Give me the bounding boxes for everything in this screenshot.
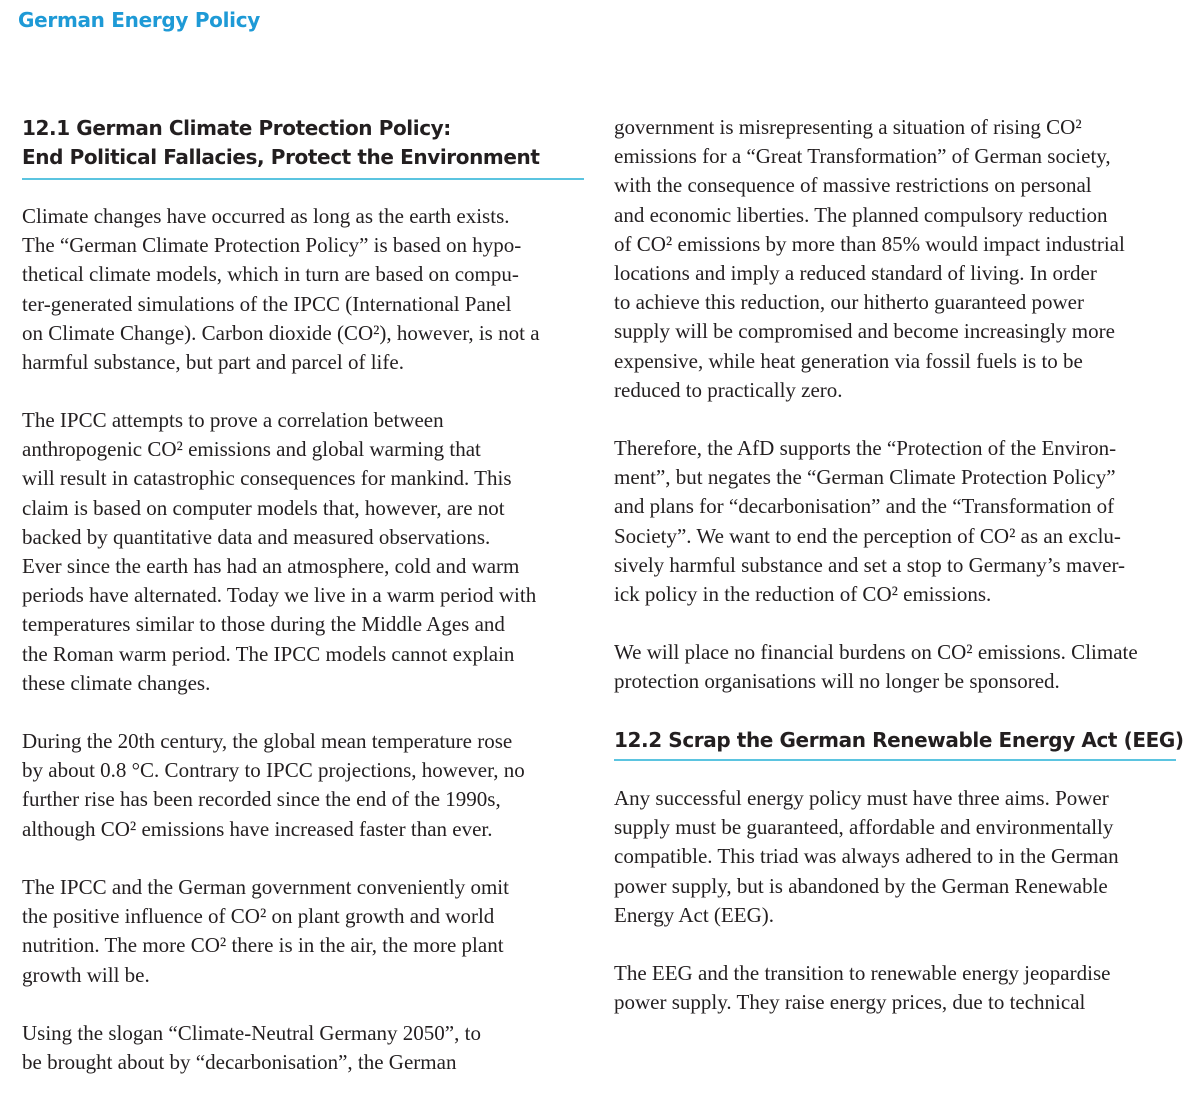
text-line: anthropogenic CO² emissions and global warming that [22, 437, 481, 462]
text-line: compatible. This triad was always adhered to in the German [614, 844, 1119, 869]
text-line: harmful substance, but part and parcel of life. [22, 350, 404, 375]
text-line: We will place no financial burdens on CO² emissions. Climate [614, 640, 1138, 664]
paragraph [614, 784, 1176, 930]
text-line: further rise has been recorded since the end of the 1990s, [22, 787, 501, 812]
text-line: the positive influence of CO² on plant growth and world [22, 904, 495, 929]
text-line: power supply. They raise energy prices, due to technical [614, 990, 1086, 1015]
text-line: to achieve this reduction, our hitherto guaranteed power [614, 290, 1084, 315]
text-line: Any successful energy policy must have three aims. Power [614, 786, 1109, 810]
paragraph [614, 638, 1176, 696]
text-line: Society”. We want to end the perception of CO² as an exclu- [614, 523, 1121, 548]
text-line: backed by quantitative data and measured observations. [22, 524, 491, 549]
paragraph [22, 727, 584, 844]
text-line: The “German Climate Protection Policy” is based on hypo- [22, 233, 522, 258]
paragraph [614, 959, 1176, 1017]
text-line: and economic liberties. The planned compulsory reduction [614, 202, 1108, 227]
text-line: power supply, but is abandoned by the German Renewable [614, 873, 1108, 898]
running-header: German Energy Policy [18, 8, 261, 32]
text-line: emissions for a “Great Transformation” of German society, [614, 144, 1111, 169]
text-line: Therefore, the AfD supports the “Protection of the Environ- [614, 436, 1117, 460]
text-line: although CO² emissions have increased faster than ever. [22, 816, 493, 841]
paragraph [614, 434, 1176, 609]
text-line: be brought about by “decarbonisation”, the German [22, 1050, 457, 1075]
section-heading-12-2 [614, 726, 1184, 761]
text-line: The IPCC and the German government conveniently omit [22, 875, 509, 899]
text-line: supply must be guaranteed, affordable and environmentally [614, 815, 1114, 840]
text-line: claim is based on computer models that, however, are not [22, 495, 505, 520]
text-line: with the consequence of massive restrictions on personal [614, 173, 1092, 198]
text-line: reduced to practically zero. [614, 377, 843, 402]
text-line: ick policy in the reduction of CO² emissions. [614, 582, 992, 607]
text-line: locations and imply a reduced standard of living. In order [614, 261, 1097, 286]
text-line: Using the slogan “Climate-Neutral Germany 2050”, to [22, 1021, 481, 1045]
text-line: Climate changes have occurred as long as the earth exists. [22, 204, 510, 228]
text-line: and plans for “decarbonisation” and the “Transformation of [614, 494, 1115, 519]
text-line: expensive, while heat generation via fossil fuels is to be [614, 348, 1083, 373]
text-line: periods have alternated. Today we live in a warm period with [22, 583, 537, 608]
text-line: of CO² emissions by more than 85% would impact industrial [614, 231, 1125, 256]
text-line: by about 0.8 °C. Contrary to IPCC projections, however, no [22, 758, 525, 783]
heading-line: 12.1 German Climate Protection Policy: [22, 116, 451, 140]
text-line: on Climate Change). Carbon dioxide (CO²), however, is not a [22, 320, 540, 345]
paragraph [614, 113, 1176, 405]
text-line: growth will be. [22, 962, 150, 987]
text-line: Energy Act (EEG). [614, 902, 774, 927]
text-line: The IPCC attempts to prove a correlation between [22, 408, 444, 432]
text-line: nutrition. The more CO² there is in the air, the more plant [22, 933, 504, 958]
text-line: ter-generated simulations of the IPCC (International Panel [22, 291, 512, 316]
text-line: ment”, but negates the “German Climate Protection Policy” [614, 465, 1116, 490]
text-line: government is misrepresenting a situation of rising CO² [614, 115, 1082, 139]
paragraph [22, 873, 584, 990]
text-line: During the 20th century, the global mean temperature rose [22, 729, 513, 753]
paragraph [22, 1019, 584, 1077]
heading-line: End Political Fallacies, Protect the Environment [22, 145, 540, 169]
section-heading-12-1 [22, 114, 584, 180]
text-line: The EEG and the transition to renewable energy jeopardise [614, 961, 1111, 985]
text-line: temperatures similar to those during the Middle Ages and [22, 612, 505, 637]
text-line: protection organisations will no longer be sponsored. [614, 669, 1060, 694]
text-line: these climate changes. [22, 670, 211, 695]
paragraph [22, 406, 584, 698]
text-line: thetical climate models, which in turn are based on compu- [22, 262, 519, 287]
text-line: sively harmful substance and set a stop to Germany’s maver- [614, 552, 1126, 577]
text-line: Ever since the earth has had an atmosphere, cold and warm [22, 554, 520, 579]
heading-line: 12.2 Scrap the German Renewable Energy Act (EEG) [614, 728, 1184, 752]
text-line: the Roman warm period. The IPCC models cannot explain [22, 641, 515, 666]
text-line: supply will be compromised and become increasingly more [614, 319, 1115, 344]
text-line: will result in catastrophic consequences for mankind. This [22, 466, 512, 491]
paragraph [22, 202, 584, 377]
